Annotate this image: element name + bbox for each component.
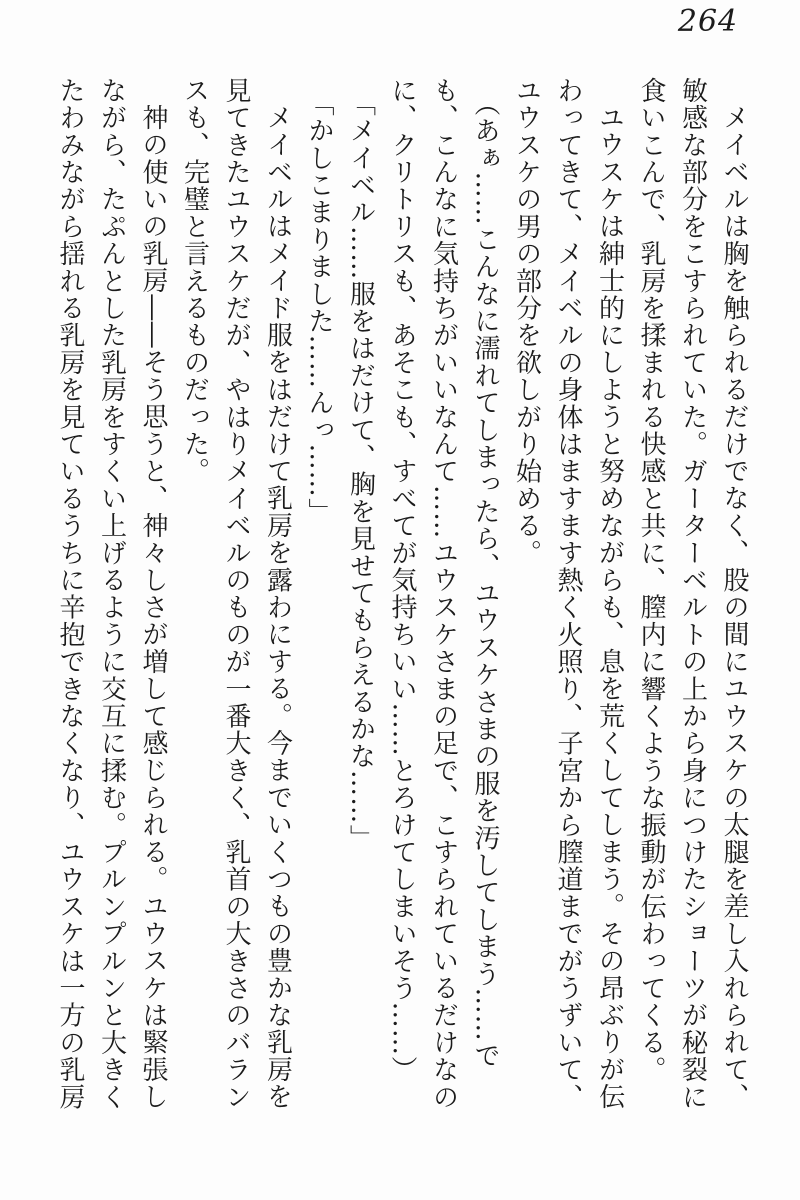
paragraph: 「メイベル……服をはだけて、胸を見せてもらえるかな……」: [345, 90, 376, 852]
paragraph: 神の使いの乳房――そう思うと、神々しさが増して感じられる。ユウスケは緊張しながら、たぷんとした乳房をすくい上げるように交互に揉む。プルンプルンと大きくたわみながら揺れる乳房を見ているうちに辛抱できなくなり、ユウスケは一方の乳房: [55, 77, 168, 1111]
paragraph: （あぁ……こんなに濡れてしまったら、ユウスケさまの服を汚してしまう……でも、こんなに気持ちがいいなんて……ユウスケさまの足で、こすられているだけなのに、クリトリスも、あそこも、すべてが気持ちいい……とろけてしまいそう……）: [387, 77, 500, 1111]
paragraph: ユウスケは紳士的にしようと努めながらも、息を荒くしてしまう。その昂ぶりが伝わってきて、メイベルの身体はますます熱く火照り、子宮から膣道までがうずいて、ユウスケの男の部分を欲しがり始める。: [511, 77, 625, 1111]
page-text: [49, 77, 755, 1117]
paragraph: メイベルはメイド服をはだけて乳房を露わにする。今までいくつもの豊かな乳房を見てきたユウスケだが、やはりメイベルのものが一番大きく、乳首の大きさのバランスも、完璧と言えるものだった。: [179, 77, 293, 1111]
page-number: 264: [677, 4, 739, 39]
paragraph: メイベルは胸を触られるだけでなく、股の間にユウスケの太腿を差し入れられて、敏感な部分をこすられていた。ガーターベルトの上から身につけたショーツが秘裂に食いこんで、乳房を揉まれる快感と共に、膣内に響くような振動が伝わってくる。: [636, 77, 749, 1111]
paragraph: 「かしこまりました……んっ……」: [304, 90, 334, 526]
